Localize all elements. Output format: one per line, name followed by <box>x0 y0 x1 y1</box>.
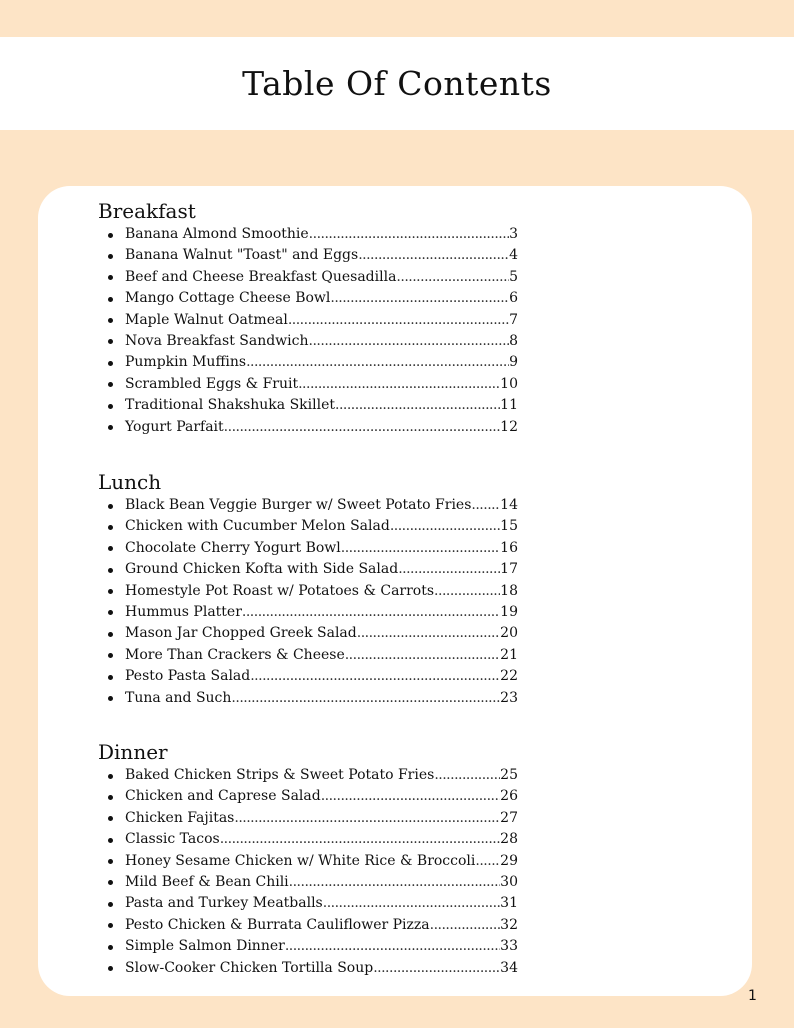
section-heading: Lunch <box>98 470 162 494</box>
contents-card <box>38 186 752 996</box>
toc-entry-row <box>125 872 518 893</box>
toc-entry-page: 10 <box>500 375 518 392</box>
toc-entry-page: 34 <box>500 959 518 976</box>
toc-entry-label: Pesto Chicken & Burrata Cauliflower Pizza <box>125 916 430 933</box>
toc-entry-label: Tuna and Such <box>125 689 232 706</box>
toc-entry-row <box>125 851 518 872</box>
toc-entry-page: 26 <box>500 788 518 805</box>
dot-leader <box>341 538 500 559</box>
toc-entry-row <box>125 417 518 438</box>
page-number: 1 <box>748 988 757 1004</box>
dot-leader <box>231 688 500 709</box>
toc-entry-page: 6 <box>509 290 518 307</box>
toc-entry-row <box>125 958 518 979</box>
dot-leader <box>335 395 500 416</box>
toc-entry[interactable] <box>98 245 558 266</box>
toc-entry-page: 33 <box>500 938 518 955</box>
toc-entry-page: 27 <box>500 809 518 826</box>
dot-leader <box>285 936 500 957</box>
toc-entry-label: Traditional Shakshuka Skillet <box>125 397 335 414</box>
toc-entry-row <box>125 516 518 537</box>
section-dinner <box>98 740 558 979</box>
toc-entry-label: Simple Salmon Dinner <box>125 938 285 955</box>
toc-entry-page: 22 <box>500 668 518 685</box>
dot-leader <box>246 352 509 373</box>
toc-entry[interactable] <box>98 224 558 245</box>
toc-entry-row <box>125 374 518 395</box>
toc-entry-label: Ground Chicken Kofta with Side Salad <box>125 561 399 578</box>
toc-entry[interactable] <box>98 267 558 288</box>
toc-list <box>98 765 558 979</box>
toc-entry-row <box>125 538 518 559</box>
toc-entry-row <box>125 288 518 309</box>
toc-entry-row <box>125 495 518 516</box>
toc-entry-row <box>125 893 518 914</box>
toc-entry-row <box>125 915 518 936</box>
toc-list <box>98 224 558 438</box>
toc-entry-label: Chocolate Cherry Yogurt Bowl <box>125 539 341 556</box>
toc-entry[interactable] <box>98 893 558 914</box>
dot-leader <box>345 645 500 666</box>
dot-leader <box>357 623 500 644</box>
toc-entry-page: 5 <box>509 268 518 285</box>
toc-list <box>98 495 558 709</box>
toc-entry-label: Maple Walnut Oatmeal <box>125 311 288 328</box>
toc-entry[interactable] <box>98 915 558 936</box>
toc-entry-row <box>125 666 518 687</box>
toc-entry-page: 7 <box>509 311 518 328</box>
toc-entry-label: Pasta and Turkey Meatballs <box>125 895 323 912</box>
toc-entry-row <box>125 310 518 331</box>
toc-entry-label: Slow-Cooker Chicken Tortilla Soup <box>125 959 374 976</box>
section-heading: Dinner <box>98 740 168 764</box>
toc-entry[interactable] <box>98 872 558 893</box>
toc-entry-page: 23 <box>500 689 518 706</box>
dot-leader <box>330 288 509 309</box>
toc-entry-label: Beef and Cheese Breakfast Quesadilla <box>125 268 397 285</box>
toc-entry-page: 28 <box>500 831 518 848</box>
toc-entry-page: 11 <box>500 397 518 414</box>
page-title: Table Of Contents <box>242 64 552 103</box>
toc-entry[interactable] <box>98 374 558 395</box>
toc-entry-label: Hummus Platter <box>125 603 242 620</box>
toc-entry[interactable] <box>98 958 558 979</box>
dot-leader <box>396 267 509 288</box>
toc-entry-page: 25 <box>500 767 518 783</box>
dot-leader <box>288 310 509 331</box>
title-band <box>0 37 794 130</box>
toc-entry-row <box>125 688 518 709</box>
toc-entry-row <box>125 224 518 245</box>
section-breakfast <box>98 199 558 438</box>
toc-entry-page: 4 <box>509 247 518 264</box>
toc-entry[interactable] <box>98 623 558 644</box>
toc-entry-label: Black Bean Veggie Burger w/ Sweet Potato Fries <box>125 497 472 513</box>
dot-leader <box>309 224 509 245</box>
toc-entry-row <box>125 645 518 666</box>
dot-leader <box>430 915 501 936</box>
section-heading: Breakfast <box>98 199 196 223</box>
toc-entry-label: Yogurt Parfait <box>125 418 224 435</box>
toc-entry-label: Banana Almond Smoothie <box>125 226 309 242</box>
toc-entry[interactable] <box>98 395 558 416</box>
toc-entry-page: 18 <box>500 582 518 599</box>
toc-entry-page: 9 <box>509 354 518 371</box>
dot-leader <box>309 331 510 352</box>
dot-leader <box>475 851 500 872</box>
dot-leader <box>289 872 501 893</box>
toc-entry-row <box>125 267 518 288</box>
dot-leader <box>234 808 500 829</box>
dot-leader <box>373 958 500 979</box>
toc-entry-page: 31 <box>500 895 518 912</box>
toc-entry-page: 29 <box>500 852 518 869</box>
toc-entry-page: 14 <box>500 497 518 513</box>
toc-entry-page: 8 <box>509 332 518 349</box>
toc-entry[interactable] <box>98 331 558 352</box>
toc-entry[interactable] <box>98 851 558 872</box>
dot-leader <box>398 559 500 580</box>
dot-leader <box>471 495 500 516</box>
toc-entry-page: 3 <box>509 226 518 242</box>
toc-entry-row <box>125 581 518 602</box>
toc-entry[interactable] <box>98 288 558 309</box>
dot-leader <box>390 516 500 537</box>
toc-entry[interactable] <box>98 829 558 850</box>
toc-entry[interactable] <box>98 688 558 709</box>
toc-entry-label: Mango Cottage Cheese Bowl <box>125 290 331 307</box>
toc-entry-row <box>125 786 518 807</box>
toc-entry-label: Banana Walnut "Toast" and Eggs <box>125 247 359 264</box>
toc-entry-row <box>125 395 518 416</box>
dot-leader <box>298 374 500 395</box>
toc-entry-label: More Than Crackers & Cheese <box>125 646 345 663</box>
dot-leader <box>242 602 500 623</box>
toc-entry-row <box>125 808 518 829</box>
toc-entry[interactable] <box>98 352 558 373</box>
toc-entry[interactable] <box>98 310 558 331</box>
dot-leader <box>358 245 509 266</box>
toc-entry[interactable] <box>98 559 558 580</box>
dot-leader <box>321 786 500 807</box>
toc-entry[interactable] <box>98 808 558 829</box>
toc-entry-label: Scrambled Eggs & Fruit <box>125 375 299 392</box>
toc-entry-page: 20 <box>500 625 518 642</box>
toc-entry[interactable] <box>98 417 558 438</box>
toc-entry-row <box>125 765 518 786</box>
dot-leader <box>250 666 500 687</box>
toc-entry[interactable] <box>98 516 558 537</box>
toc-entry-row <box>125 331 518 352</box>
toc-entry-label: Chicken Fajitas <box>125 809 235 826</box>
toc-entry-page: 16 <box>500 539 518 556</box>
toc-entry-label: Chicken with Cucumber Melon Salad <box>125 518 390 535</box>
toc-entry-row <box>125 245 518 266</box>
toc-entry-label: Pumpkin Muffins <box>125 354 247 371</box>
toc-entry[interactable] <box>98 495 558 516</box>
toc-entry-label: Baked Chicken Strips & Sweet Potato Fries <box>125 767 435 783</box>
dot-leader <box>434 581 500 602</box>
dot-leader <box>224 417 501 438</box>
toc-entry-row <box>125 602 518 623</box>
toc-entry[interactable] <box>98 581 558 602</box>
toc-entry-page: 12 <box>500 418 518 435</box>
toc-entry-page: 21 <box>500 646 518 663</box>
toc-entry[interactable] <box>98 602 558 623</box>
dot-leader <box>434 765 500 786</box>
toc-entry-label: Mason Jar Chopped Greek Salad <box>125 625 357 642</box>
toc-entry-page: 17 <box>500 561 518 578</box>
section-lunch <box>98 470 558 709</box>
toc-entry-page: 15 <box>500 518 518 535</box>
toc-entry-page: 32 <box>500 916 518 933</box>
toc-entry-label: Chicken and Caprese Salad <box>125 788 321 805</box>
toc-entry[interactable] <box>98 666 558 687</box>
toc-entry-label: Pesto Pasta Salad <box>125 668 251 685</box>
dot-leader <box>323 893 500 914</box>
toc-entry-row <box>125 936 518 957</box>
toc-entry[interactable] <box>98 538 558 559</box>
toc-entry[interactable] <box>98 765 558 786</box>
toc-entry-page: 30 <box>500 873 518 890</box>
toc-entry-row <box>125 829 518 850</box>
toc-entry-label: Mild Beef & Bean Chili <box>125 873 289 890</box>
toc-entry[interactable] <box>98 936 558 957</box>
toc-entry-label: Honey Sesame Chicken w/ White Rice & Broccoli <box>125 852 476 869</box>
toc-entry-row <box>125 623 518 644</box>
toc-entry[interactable] <box>98 786 558 807</box>
toc-entry[interactable] <box>98 645 558 666</box>
toc-entry-label: Homestyle Pot Roast w/ Potatoes & Carrots <box>125 582 435 599</box>
toc-entry-row <box>125 352 518 373</box>
toc-entry-label: Classic Tacos <box>125 831 220 848</box>
toc-entry-label: Nova Breakfast Sandwich <box>125 332 309 349</box>
toc-entry-row <box>125 559 518 580</box>
toc-entry-page: 19 <box>500 603 518 620</box>
dot-leader <box>220 829 500 850</box>
